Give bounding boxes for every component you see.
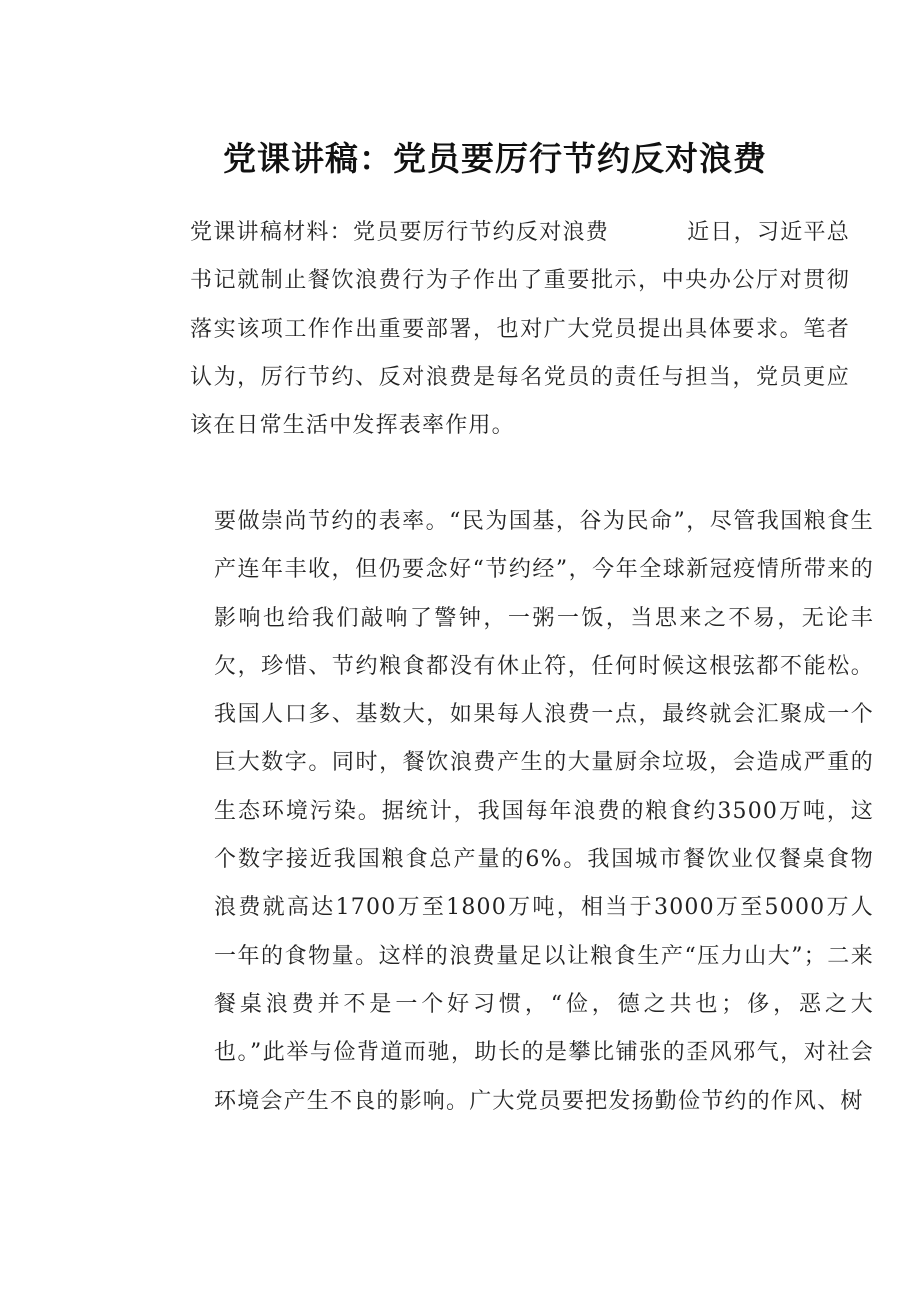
document-title: 党课讲稿：党员要厉行节约反对浪费	[223, 139, 767, 179]
paragraph-frugality: 要做崇尚节约的表率。“民为国基，谷为民命”，尽管我国粮食生产连年丰收，但仍要念好“节约经”，今年全球新冠疫情所带来的影响也给我们敲响了警钟，一粥一饭，当思来之不易，无论丰欠，珍惜、节约粮食都没有休止符，任何时候这根弦都不能松。我国人口多、基数大，如果每人浪费一点，最终就会汇聚成一个巨大数字。同时，餐饮浪费产生的大量厨余垃圾，会造成严重的生态环境污染。据统计，我国每年浪费的粮食约3500万吨，这个数字接近我国粮食总产量的6%。我国城市餐饮业仅餐桌食物浪费就高达1700万至1800万吨，相当于3000万至5000万人一年的食物量。这样的浪费量足以让粮食生产“压力山大”；二来餐桌浪费并不是一个好习惯，“俭，德之共也；侈，恶之大也。”此举与俭背道而驰，助长的是攀比铺张的歪风邪气，对社会环境会产生不良的影响。广大党员要把发扬勤俭节约的作风、树	[214, 509, 874, 1114]
paragraph-lead: 党课讲稿材料：党员要厉行节约反对浪费	[190, 220, 610, 245]
paragraph-intro	[142, 209, 850, 450]
paragraph-intro-text: 近日，习近平总书记就制止餐饮浪费行为子作出了重要批示，中央办公厅对贯彻落实该项工作作出重要部署，也对广大党员提出具体要求。笔者认为，厉行节约、反对浪费是每名党员的责任与担当，党员更应该在日常生活中发挥表率作用。	[190, 220, 850, 439]
